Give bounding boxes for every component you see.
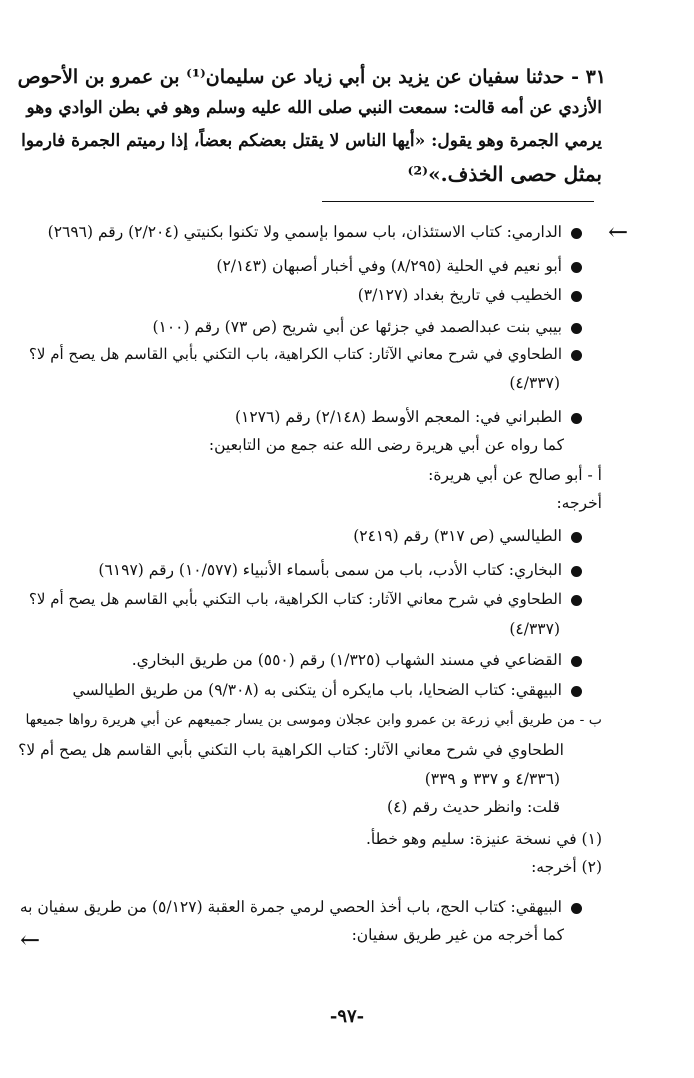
takhrij-item: الطحاوي في شرح معاني الآثار: كتاب الكراهية، باب التكني بأبي القاسم هل يصح أم لا؟: [29, 347, 582, 362]
takhrij-item: البخاري: كتاب الأدب، باب من سمى بأسماء الأنبياء (١٠/٥٧٧) رقم (٦١٩٧): [98, 563, 582, 579]
hadith-number: ٣١ -: [571, 66, 606, 88]
footnote-2: (٢) أخرجه:: [531, 858, 602, 876]
takhrij-text: قلت: وانظر حديث رقم (٤): [387, 798, 560, 816]
takhrij-text: كما رواه عن أبي هريرة رضى الله عنه جمع من التابعين:: [208, 436, 564, 454]
takhrij-heading: أ - أبو صالح عن أبي هريرة:: [428, 466, 602, 484]
takhrij-item: القضاعي في مسند الشهاب (١/٣٢٥) رقم (٥٥٠) من طريق البخاري.: [132, 653, 582, 669]
takhrij-heading: ب - من طريق أبي زرعة بن عمرو وابن عجلان وموسى بن يسار جميعهم عن أبي هريرة رواها جميعها: [25, 712, 602, 728]
hadith-line-4: بمثل حصى الخذف.»⁽²⁾: [407, 162, 602, 186]
left-arrow-icon: ←: [608, 218, 629, 246]
takhrij-item: بيبي بنت عبدالصمد في جزئها عن أبي شريح (ص ٧٣) رقم (١٠٠): [152, 320, 582, 336]
takhrij-ref: (٤/٣٣٦ و ٣٣٧ و ٣٣٩): [424, 770, 560, 788]
takhrij-item: الدارمي: كتاب الاستئذان، باب سموا بإسمي ولا تكنوا بكنيتي (٢/٢٠٤) رقم (٢٦٩٦): [48, 225, 582, 241]
takhrij-item: الطبراني في: المعجم الأوسط (٢/١٤٨) رقم (١٢٧٦): [235, 410, 582, 426]
takhrij-item: الطيالسي (ص ٣١٧) رقم (٢٤١٩): [353, 529, 582, 545]
footnote-1: (١) في نسخة عنيزة: سليم وهو خطأ.: [365, 830, 602, 848]
takhrij-text: الطحاوي في شرح معاني الآثار: كتاب الكراهية باب التكني بأبي القاسم هل يصح أم لا؟: [18, 741, 564, 759]
takhrij-item: البيهقي: كتاب الضحايا، باب مايكره أن يتكنى به (٩/٣٠٨) من طريق الطيالسي: [73, 683, 582, 699]
page-number: -٩٧-: [329, 1006, 365, 1027]
takhrij-item: الخطيب في تاريخ بغداد (٣/١٢٧): [358, 288, 582, 304]
takhrij-text: كما أخرجه من غير طريق سفيان:: [351, 926, 564, 944]
takhrij-ref: (٤/٣٣٧): [509, 374, 560, 392]
left-arrow-icon: ←: [20, 926, 41, 954]
takhrij-text: أخرجه:: [556, 494, 602, 512]
takhrij-item: البيهقي: كتاب الحج، باب أخذ الحصي لرمي جمرة العقبة (٥/١٢٧) من طريق سفيان به: [20, 900, 582, 916]
takhrij-ref: (٤/٣٣٧): [509, 620, 560, 638]
hadith-line-2: الأزدي عن أمه قالت: سمعت النبي صلى الله عليه وسلم وهو في بطن الوادي وهو: [26, 98, 602, 118]
takhrij-item: الطحاوي في شرح معاني الآثار: كتاب الكراهية، باب التكني بأبي القاسم هل يصح أم لا؟: [29, 592, 582, 607]
hadith-text: حدثنا سفيان عن يزيد بن أبي زياد عن سليمان⁽¹⁾ بن عمرو بن الأحوص: [17, 66, 565, 88]
takhrij-item: أبو نعيم في الحلية (٨/٢٩٥) وفي أخبار أصبهان (٢/١٤٣): [216, 259, 582, 275]
hadith-line-3: يرمي الجمرة وهو يقول: «أيها الناس لا يقتل بعضكم بعضاً، إذا رميتم الجمرة فارموا: [21, 131, 602, 151]
hadith-line-1: [18, 68, 606, 87]
footnote-divider: [322, 201, 594, 202]
